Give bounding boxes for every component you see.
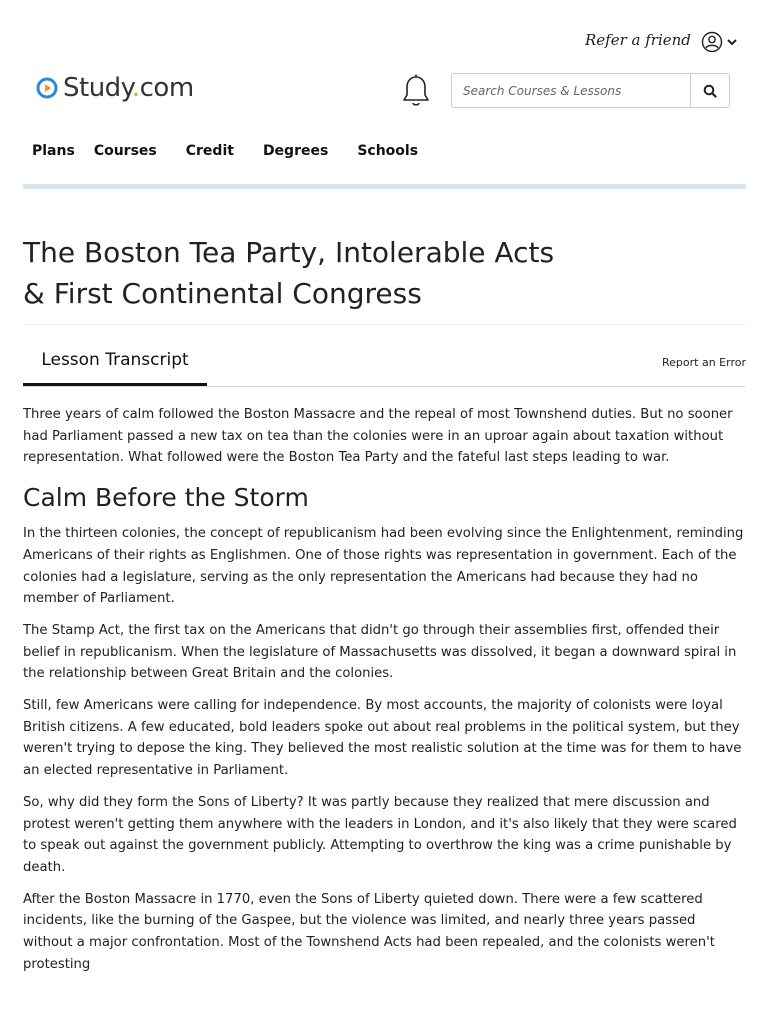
- transcript-paragraph: The Stamp Act, the first tax on the Americans that didn't go through their assemblies first, offended their belief in republicanism. When the legislature of Massachusetts was dissolved, it began a downward spiral in the relationship between Great Britain and the colonies.: [23, 622, 737, 682]
- transcript-paragraph: Still, few Americans were calling for independence. By most accounts, the majority of colonists were loyal British citizens. A few educated, bold leaders spoke out about real problems in the political system, but they weren't trying to depose the king. They believed the most realistic solution at the time was for them to have an elected representative in Parliament.: [23, 698, 742, 779]
- title-divider: [23, 324, 746, 325]
- section-heading: Calm Before the Storm: [23, 483, 309, 513]
- main-nav: [32, 143, 447, 159]
- refer-a-friend-link[interactable]: Refer a friend: [585, 31, 691, 49]
- search-input[interactable]: [452, 74, 690, 107]
- intro-paragraph: Three years of calm followed the Boston Massacre and the repeal of most Townshend duties. But no sooner had Parliament passed a new tax on tea than the colonies were in an uproar again about taxation without representation. What followed were the Boston Tea Party and the fateful last steps leading to war.: [23, 407, 733, 466]
- nav-credit[interactable]: Credit: [185, 143, 234, 159]
- nav-degrees[interactable]: Degrees: [262, 143, 329, 159]
- study-logo[interactable]: [36, 72, 194, 104]
- tab-lesson-transcript[interactable]: Lesson Transcript: [23, 350, 207, 386]
- page-title: The Boston Tea Party, Intolerable Acts & First Continental Congress: [23, 236, 555, 310]
- header-divider: [23, 184, 746, 189]
- transcript-paragraph: In the thirteen colonies, the concept of republicanism had been evolving since the Enlightenment, reminding Americans of their rights as Englishmen. One of those rights was representation in government. Each of the colonies had a legislature, serving as the only representation the Americans had because they had no member of Parliament.: [23, 526, 744, 607]
- transcript-content: [23, 404, 746, 985]
- search-button[interactable]: [690, 74, 729, 107]
- transcript-paragraph: So, why did they form the Sons of Liberty? It was partly because they realized that mere discussion and protest weren't getting them anywhere with the leaders in London, and it's also likely that they were scared to speak out against the government publicly. Attempting to overthrow the king was a crime punishable by death.: [23, 794, 737, 875]
- logo-text: Study.com: [63, 73, 194, 103]
- search-icon: [703, 84, 717, 98]
- search-box: [451, 73, 730, 108]
- nav-courses[interactable]: Courses: [93, 143, 157, 159]
- report-error-link[interactable]: Report an Error: [662, 356, 746, 369]
- bell-icon: [400, 73, 432, 109]
- play-logo-icon: [36, 77, 58, 99]
- nav-plans[interactable]: Plans: [32, 143, 75, 159]
- tab-bar: [23, 350, 746, 387]
- account-menu[interactable]: [701, 31, 741, 53]
- notifications-button[interactable]: [400, 73, 432, 109]
- user-circle-icon: [701, 31, 723, 53]
- chevron-down-icon: [726, 37, 738, 47]
- nav-schools[interactable]: Schools: [357, 143, 419, 159]
- transcript-paragraph: After the Boston Massacre in 1770, even the Sons of Liberty quieted down. There were a few scattered incidents, like the burning of the Gaspee, but the violence was limited, and nearly three years passed without a major confrontation. Most of the Townshend Acts had been repealed, and the colonists weren't protesting: [23, 891, 715, 972]
